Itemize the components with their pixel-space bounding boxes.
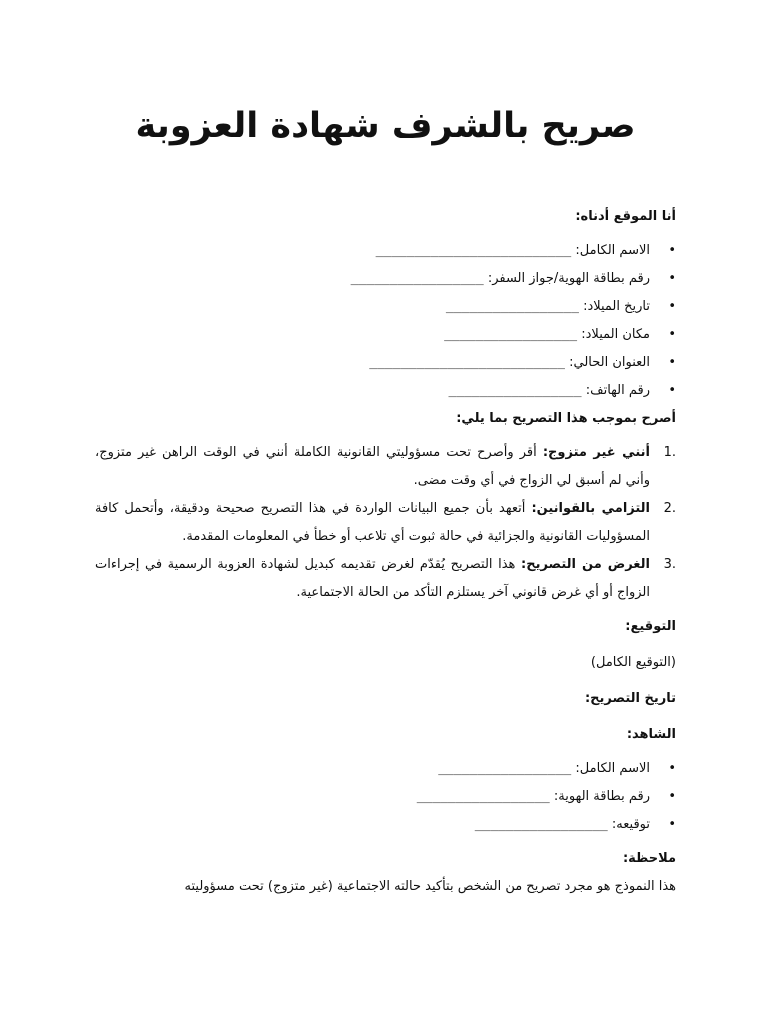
field-label: مكان الميلاد: — [581, 327, 650, 342]
witness-field-signature — [95, 811, 676, 839]
fill-in-blank: _________________ — [448, 383, 582, 398]
declaration-heading: أصرح بموجب هذا التصريح بما يلي: — [456, 411, 676, 426]
item-lead: أنني غير متزوج: — [542, 445, 650, 460]
fill-in-blank: _________________ — [438, 761, 572, 776]
field-birth-place — [95, 321, 676, 349]
item-lead: الغرض من التصريح: — [521, 557, 650, 572]
item-number: .3 — [663, 557, 676, 572]
signatory-heading: أنا الموقع أدناه: — [575, 209, 676, 224]
fill-in-blank: _________________ — [416, 789, 550, 804]
fill-in-blank: _________________ — [444, 327, 578, 342]
fill-in-blank: _________________________ — [369, 355, 565, 370]
document-page — [95, 0, 676, 1024]
item-lead: التزامي بالقوانين: — [531, 501, 651, 516]
signature-heading: التوقيع: — [625, 619, 676, 634]
document-body — [95, 203, 676, 901]
item-text: أتعهد بأن جميع البيانات الواردة في هذا التصريح صحيحة ودقيقة، وأتحمل كافة المسؤوليات القانونية والجزائية في حالة ثبوت أي تلاعب أو خطأ في المعلومات المقدمة. — [95, 501, 650, 544]
fill-in-blank: _________________ — [350, 271, 484, 286]
witness-field-full-name — [95, 755, 676, 783]
field-phone — [95, 377, 676, 405]
signature-placeholder: (التوقيع الكامل) — [590, 655, 676, 670]
field-full-name — [95, 237, 676, 265]
field-birth-date — [95, 293, 676, 321]
field-label: رقم بطاقة الهوية/جواز السفر: — [487, 271, 650, 286]
witness-heading: الشاهد: — [626, 727, 676, 742]
field-label: العنوان الحالي: — [569, 355, 650, 370]
field-label: رقم بطاقة الهوية: — [553, 789, 650, 804]
declaration-item — [95, 551, 676, 607]
item-number: .2 — [663, 501, 676, 516]
field-address — [95, 349, 676, 377]
fill-in-blank: _________________ — [445, 299, 579, 314]
field-label: توقيعه: — [611, 817, 650, 832]
field-id-passport — [95, 265, 676, 293]
note-heading: ملاحظة: — [622, 851, 676, 866]
fill-in-blank: _________________ — [474, 817, 608, 832]
witness-fields — [95, 755, 676, 839]
field-label: الاسم الكامل: — [575, 243, 650, 258]
fill-in-blank: _________________________ — [375, 243, 572, 258]
item-text: هذا التصريح يُقدّم لغرض تقديمه كبديل لشهادة العزوبة الرسمية في إجراءات الزواج أو أي غرض قانوني آخر يستلزم التأكد من الحالة الاجتماعية. — [95, 557, 650, 600]
note-text: هذا النموذج هو مجرد تصريح من الشخص بتأكيد حالته الاجتماعية (غير متزوج) تحت مسؤوليته — [184, 879, 676, 894]
field-label: رقم الهاتف: — [585, 383, 650, 398]
declaration-item — [95, 495, 676, 551]
witness-field-id — [95, 783, 676, 811]
signatory-fields — [95, 237, 676, 405]
item-number: .1 — [663, 445, 676, 460]
document-title: صريح بالشرف شهادة العزوبة — [135, 106, 636, 146]
declaration-date-heading: تاريخ التصريح: — [584, 691, 676, 706]
field-label: تاريخ الميلاد: — [583, 299, 650, 314]
declaration-item — [95, 439, 676, 495]
declaration-list — [95, 439, 676, 607]
field-label: الاسم الكامل: — [575, 761, 650, 776]
item-text: أقر وأصرح تحت مسؤوليتي القانونية الكاملة أنني في الوقت الراهن غير متزوج، وأني لم أسبق لي الزواج في أي وقت مضى. — [95, 445, 650, 488]
